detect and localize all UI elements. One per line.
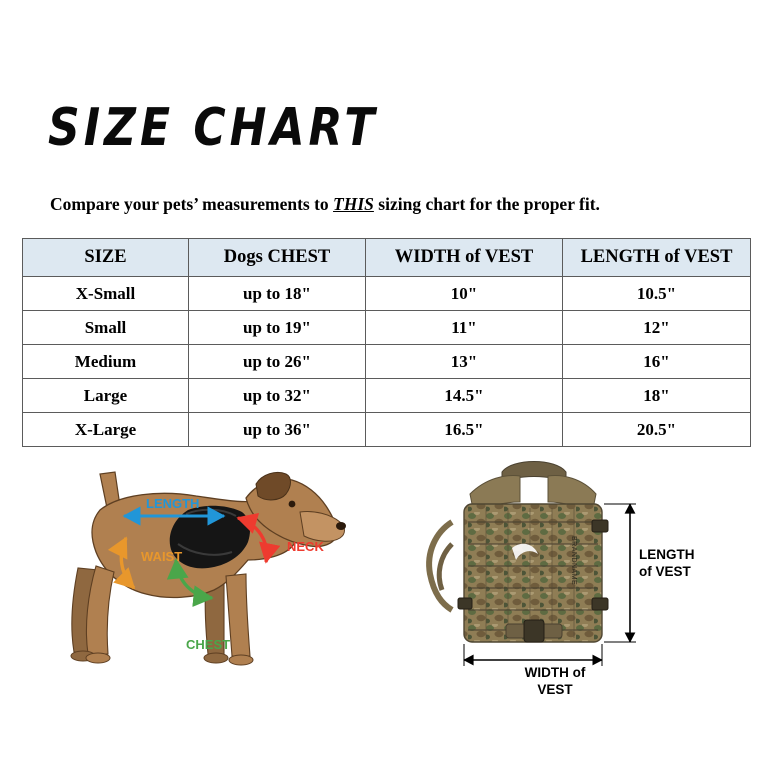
column-header-size: SIZE	[23, 239, 189, 277]
measurement-illustrations	[0, 448, 768, 718]
cell-length: 16"	[563, 345, 751, 379]
label-vest-width	[480, 664, 630, 698]
label-neck: NECK	[287, 539, 324, 554]
cell-size: Large	[23, 379, 189, 413]
label-length: LENGTH	[146, 496, 200, 511]
cell-width: 11"	[366, 311, 563, 345]
cell-length: 20.5"	[563, 413, 751, 447]
page-title: SIZE CHART	[48, 98, 379, 159]
subtitle-emphasis: THIS	[333, 194, 374, 214]
cell-length: 18"	[563, 379, 751, 413]
cell-width: 10"	[366, 277, 563, 311]
subtitle-after: sizing chart for the proper fit.	[373, 194, 600, 214]
cell-width: 14.5"	[366, 379, 563, 413]
cell-chest: up to 18"	[189, 277, 366, 311]
illustration-svg	[0, 448, 768, 718]
label-vest-length-line1: LENGTH	[639, 547, 695, 562]
label-vest-length	[639, 546, 695, 580]
cell-size: X-Small	[23, 277, 189, 311]
size-chart-table	[22, 238, 751, 447]
table-row	[23, 413, 751, 447]
vest-illustration	[429, 462, 636, 667]
table-header-row	[23, 239, 751, 277]
column-header-length: LENGTH of VEST	[563, 239, 751, 277]
cell-size: X-Large	[23, 413, 189, 447]
cell-chest: up to 36"	[189, 413, 366, 447]
cell-chest: up to 26"	[189, 345, 366, 379]
table-row	[23, 345, 751, 379]
label-vest-width-line1: WIDTH of	[524, 665, 586, 680]
cell-length: 12"	[563, 311, 751, 345]
cell-width: 16.5"	[366, 413, 563, 447]
cell-chest: up to 19"	[189, 311, 366, 345]
label-chest: CHEST	[186, 637, 231, 652]
label-vest-width-line2: VEST	[537, 682, 573, 697]
cell-chest: up to 32"	[189, 379, 366, 413]
subtitle-before: Compare your pets’ measurements to	[50, 194, 334, 214]
cell-length: 10.5"	[563, 277, 751, 311]
cell-size: Small	[23, 311, 189, 345]
column-header-chest: Dogs CHEST	[189, 239, 366, 277]
cell-size: Medium	[23, 345, 189, 379]
table-row	[23, 379, 751, 413]
label-vest-length-line2: of VEST	[639, 564, 691, 579]
svg-text:BRANDNAME: BRANDNAME	[570, 536, 577, 586]
table-row	[23, 311, 751, 345]
label-waist: WAIST	[141, 549, 183, 564]
subtitle	[50, 194, 740, 215]
table-row	[23, 277, 751, 311]
column-header-width: WIDTH of VEST	[366, 239, 563, 277]
cell-width: 13"	[366, 345, 563, 379]
